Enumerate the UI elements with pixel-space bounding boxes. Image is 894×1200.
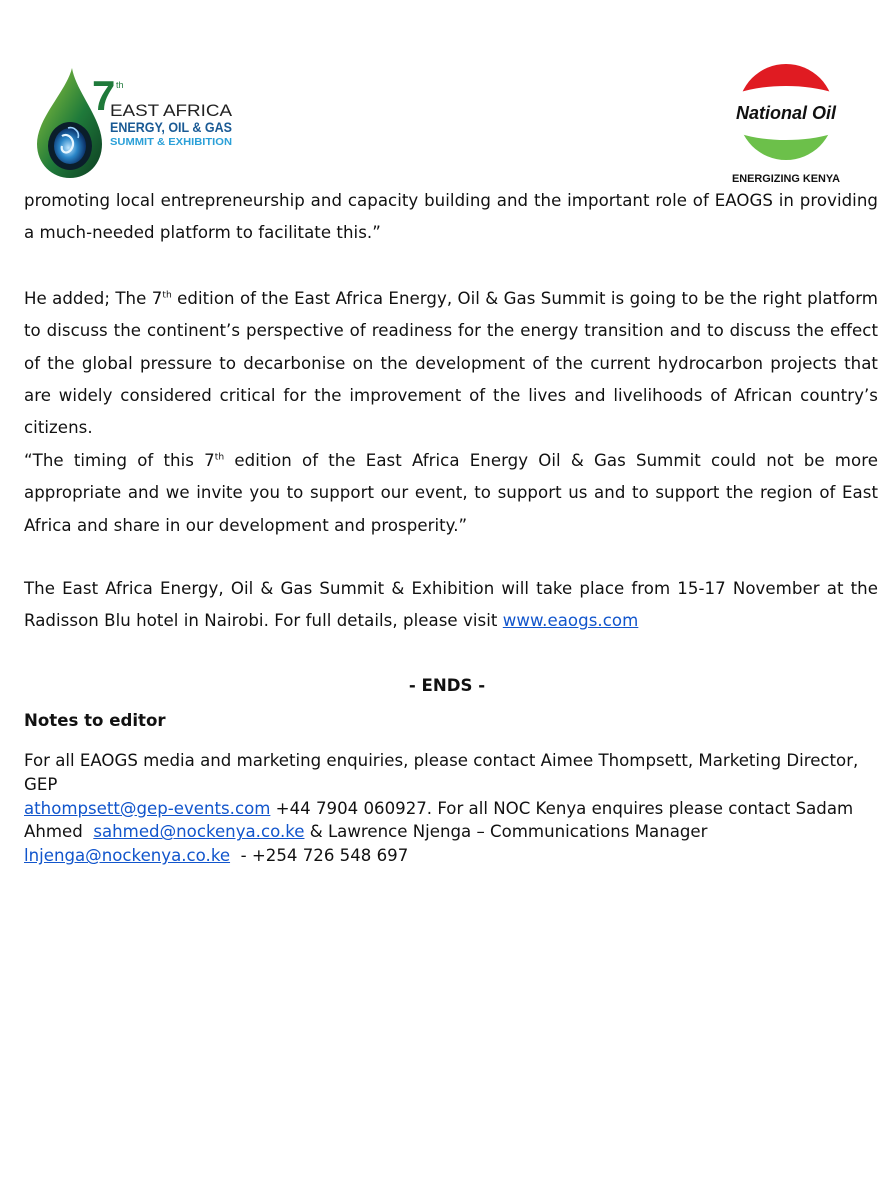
notes-title: Notes to editor [24, 711, 166, 730]
p2-sup: th [162, 290, 172, 301]
eaogs-logo [32, 66, 242, 182]
national-oil-logo [726, 62, 846, 188]
oil-drop-icon [32, 66, 242, 182]
notes-after-email2: & Lawrence Njenga – Communications Manager [304, 822, 708, 842]
p3-sup: th [214, 452, 225, 463]
ends-marker: - ENDS - [408, 676, 486, 695]
paragraph-1: promoting local entrepreneurship and capacity building and the important role of EAOGS in providing a much-needed platform to facilitate this.” [24, 191, 878, 243]
p2-prefix: He added; The 7 [24, 289, 163, 308]
p2-rest: edition of the East Africa Energy, Oil & Gas Summit is going to be the right platform to discuss the continent’s perspective of readiness for the energy transition and to discuss the effect of the global pressure to decarbonise on the development of the current hydrocarbon projects that are widely considered critical for the improvement of the lives and livelihoods of African country’s citizens. [24, 289, 879, 438]
edition-number: 7 [92, 72, 116, 119]
logo-line1: EAST AFRICA [110, 101, 233, 120]
national-oil-emblem-icon [726, 62, 846, 188]
paragraph-2 [24, 283, 878, 444]
email-athompsett-link[interactable]: athompsett@gep-events.com [24, 798, 271, 818]
notes-phone: - +254 726 548 697 [230, 846, 409, 866]
notes-body [24, 749, 884, 868]
notes-after-email1: +44 7904 060927. For all NOC Kenya enquires please contact Sadam [270, 798, 854, 818]
email-sahmed-link[interactable]: sahmed@nockenya.co.ke [93, 822, 305, 842]
notes-ahmed: Ahmed [24, 822, 94, 842]
p3-prefix: “The timing of this 7 [24, 451, 215, 470]
logo-line2: ENERGY, OIL & GAS [110, 119, 232, 135]
p4-text: The East Africa Energy, Oil & Gas Summit & Exhibition will take place from 15-17 November at the Radisson Blu hotel in Nairobi. For full details, please visit [24, 579, 878, 631]
eaogs-website-link[interactable]: www.eaogs.com [502, 611, 639, 631]
logo-line3: SUMMIT & EXHIBITION [110, 137, 232, 148]
edition-superscript: th [116, 80, 124, 90]
noc-tagline: ENERGIZING KENYA [732, 173, 841, 185]
notes-line1: For all EAOGS media and marketing enquiries, please contact Aimee Thompsett, Marketing Director, GEP [24, 751, 859, 794]
email-lnjenga-link[interactable]: lnjenga@nockenya.co.ke [24, 846, 231, 866]
p3-rest: edition of the East Africa Energy Oil & Gas Summit could not be more appropriate and we invite you to support our event, to support us and to support the region of East Africa and share in our development and prosperity.” [24, 451, 878, 535]
paragraph-4 [24, 573, 878, 638]
paragraph-3 [24, 445, 878, 542]
noc-name: National Oil [736, 103, 837, 123]
